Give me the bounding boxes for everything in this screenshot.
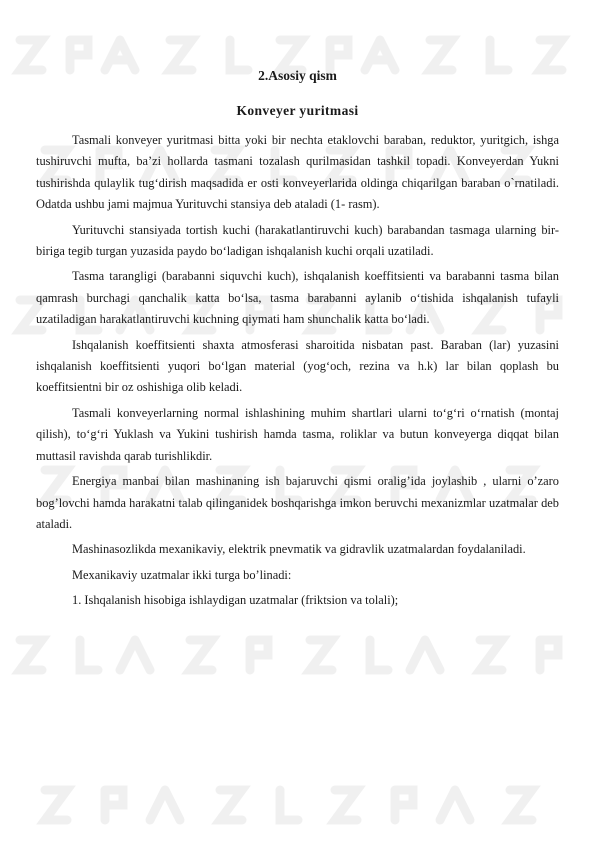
paragraph-tortish-kuchi: Yurituvchi stansiyada tortish kuchi (harakatlantiruvchi kuch) barabandan tasmaga ularning bir-biriga tegib turgan yuzasida paydo bo‘ladigan ishqalanish kuchi orqali uzatiladi. bbox=[36, 222, 559, 259]
list-item-friktsion: 1. Ishqalanish hisobiga ishlaydigan uzatmalar (friktsion va tolali); bbox=[72, 593, 399, 608]
document-body bbox=[36, 66, 559, 616]
paragraph-ishqalanish-koeffitsienti: Ishqalanish koeffitsienti shaxta atmosferasi sharoitida nisbatan past. Baraban (lar) yuzasini ishqalanish koeffitsienti yuqori bo‘lgan material (yog‘och, rezina va h.k) lar bilan qoplash bu koeffitsientni bir oz oshishiga olib keladi. bbox=[36, 337, 559, 395]
section-title: 2.Asosiy qism bbox=[258, 68, 337, 83]
paragraph-yuritma-tarkibi: Tasmali konveyer yuritmasi bitta yoki bir nechta etaklovchi baraban, reduktor, yuritgich, ishga tushiruvchi mufta, ba’zi hollarda tasmani tozalash qurilmasidan tashkil topadi. Konveyerdan Yukni tushirishda qulaylik tug‘dirish maqsadida er osti konveyerlarida oldinga chiqarilgan baraban o`rnatiladi. Odatda ushbu jami majmua Yurituvchi stansiya deb ataladi (1- rasm). bbox=[36, 133, 559, 212]
paragraph-uzatmalar-tarifi: Energiya manbai bilan mashinaning ish bajaruvchi qismi oralig’ida joylashib , ularni o’zaro bog’lovchi hamda harakatni talab qilinganidek boshqarishga imkon beruvchi mexanizmlar uzatmalar deb ataladi. bbox=[36, 474, 559, 531]
section-subtitle: Konveyer yuritmasi bbox=[236, 103, 359, 118]
paragraph-uzatma-turlari: Mashinasozlikda mexanikaviy, elektrik pnevmatik va gidravlik uzatmalardan foydalaniladi. bbox=[72, 542, 526, 557]
paragraph-mexanikaviy-uzatmalar: Mexanikaviy uzatmalar ikki turga bo’linadi: bbox=[72, 567, 292, 582]
paragraph-normal-ishlash: Tasmali konveyerlarning normal ishlashining muhim shartlari ularni to‘g‘ri o‘rnatish (montaj qilish), to‘g‘ri Yuklash va Yukini tushirish hamda tasma, roliklar va butun konveyerga diqqat bilan muttasil ravishda qarab turishlikdir. bbox=[36, 405, 559, 463]
paragraph-tasma-tarangligi: Tasma tarangligi (barabanni siquvchi kuch), ishqalanish koeffitsienti va barabanni tasma bilan qamrash burchagi qanchalik katta bo‘lsa, tasma barabanni aylanib o‘tishida ishqalanish tufayli uzatiladigan harakatlantiruvchi kuchning qiymati ham shunchalik katta bo‘ladi. bbox=[36, 269, 559, 327]
